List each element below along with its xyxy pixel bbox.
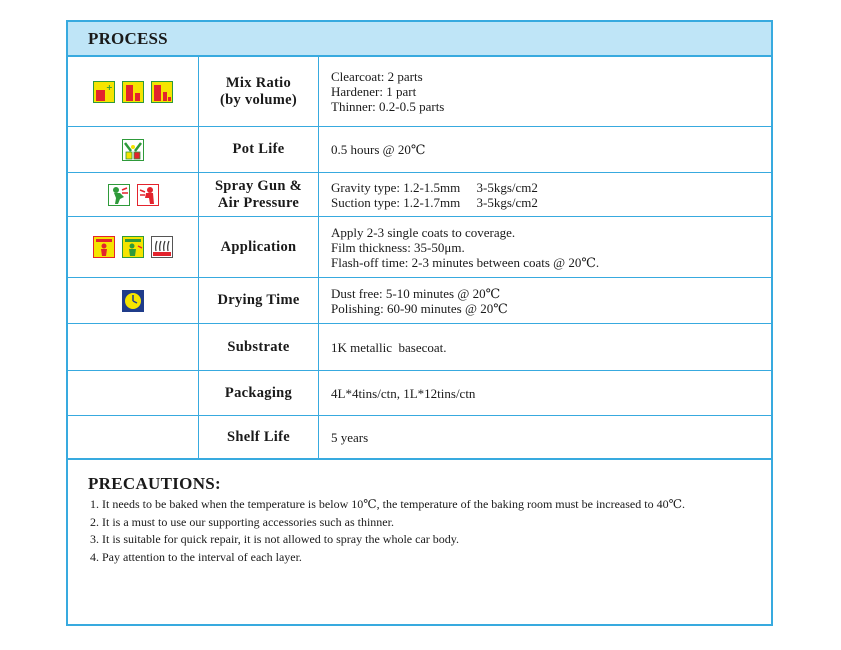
icon-cell xyxy=(68,173,199,216)
value-line: 4L*4tins/ctn, 1L*12tins/ctn xyxy=(331,385,476,401)
spray-gun-suction-icon xyxy=(137,184,159,206)
row-substrate xyxy=(68,324,771,371)
value-line: Dust free: 5-10 minutes @ 20℃ xyxy=(331,285,501,301)
row-pot-life xyxy=(68,127,771,173)
process-header xyxy=(68,22,771,57)
clock-icon xyxy=(122,290,144,312)
icon-cell xyxy=(68,127,199,172)
precautions-title: PRECAUTIONS: xyxy=(88,474,222,493)
process-sheet xyxy=(66,20,773,626)
mix-ratio-clearcoat-icon xyxy=(93,81,115,103)
value-line: Apply 2-3 single coats to coverage. xyxy=(331,224,516,240)
row-mix-ratio xyxy=(68,57,771,127)
icon-cell xyxy=(68,278,199,323)
row-values xyxy=(319,173,771,216)
row-spray-gun xyxy=(68,173,771,217)
icon-cell xyxy=(68,371,199,415)
row-application xyxy=(68,217,771,278)
row-label: Spray Gun & Air Pressure xyxy=(199,173,319,216)
precaution-item: 2. It is a must to use our supporting accessories such as thinner. xyxy=(90,514,394,529)
row-values xyxy=(319,416,771,458)
value-line: Film thickness: 35-50μm. xyxy=(331,239,465,255)
row-values xyxy=(319,371,771,415)
mix-ratio-hardener-icon xyxy=(122,81,144,103)
value-line: Flash-off time: 2-3 minutes between coats @ 20℃. xyxy=(331,254,600,270)
value-line: 1K metallic basecoat. xyxy=(331,339,447,355)
row-label: Packaging xyxy=(199,371,319,415)
row-values xyxy=(319,57,771,126)
value-line: Clearcoat: 2 parts xyxy=(331,69,423,84)
process-title: PROCESS xyxy=(88,28,168,48)
row-values xyxy=(319,324,771,370)
value-line: Polishing: 60-90 minutes @ 20℃ xyxy=(331,300,508,316)
icon-cell xyxy=(68,217,199,277)
value-line: Thinner: 0.2-0.5 parts xyxy=(331,99,445,114)
value-line: Suction type: 1.2-1.7mm 3-5kgs/cm2 xyxy=(331,194,538,210)
mix-ratio-thinner-icon xyxy=(151,81,173,103)
value-line: Hardener: 1 part xyxy=(331,84,417,99)
row-values xyxy=(319,127,771,172)
application-flash-off-icon xyxy=(151,236,173,258)
pot-life-icon xyxy=(122,139,144,161)
precautions-section xyxy=(68,460,771,566)
precaution-item: 1. It needs to be baked when the temperature is below 10℃, the temperature of the baking room must be increased to 40℃. xyxy=(90,497,686,511)
spray-gun-gravity-icon xyxy=(108,184,130,206)
row-label: Mix Ratio (by volume) xyxy=(199,57,319,126)
row-label: Substrate xyxy=(199,324,319,370)
value-line: 0.5 hours @ 20℃ xyxy=(331,142,426,157)
row-label: Pot Life xyxy=(199,127,319,172)
icon-cell xyxy=(68,416,199,458)
row-values xyxy=(319,217,771,277)
row-packaging xyxy=(68,371,771,416)
row-values xyxy=(319,278,771,323)
precaution-item: 4. Pay attention to the interval of each layer. xyxy=(90,549,302,564)
row-label: Drying Time xyxy=(199,278,319,323)
icon-cell xyxy=(68,57,199,126)
svg-text:+: + xyxy=(106,82,113,92)
application-coats-icon xyxy=(122,236,144,258)
value-line: 5 years xyxy=(331,429,369,445)
row-label: Application xyxy=(199,217,319,277)
row-label: Shelf Life xyxy=(199,416,319,458)
precaution-item: 3. It is suitable for quick repair, it is not allowed to spray the whole car body. xyxy=(90,532,459,546)
icon-cell xyxy=(68,324,199,370)
row-drying-time xyxy=(68,278,771,324)
row-shelf-life xyxy=(68,416,771,460)
application-spray-icon xyxy=(93,236,115,258)
value-line: Gravity type: 1.2-1.5mm 3-5kgs/cm2 xyxy=(331,179,538,195)
